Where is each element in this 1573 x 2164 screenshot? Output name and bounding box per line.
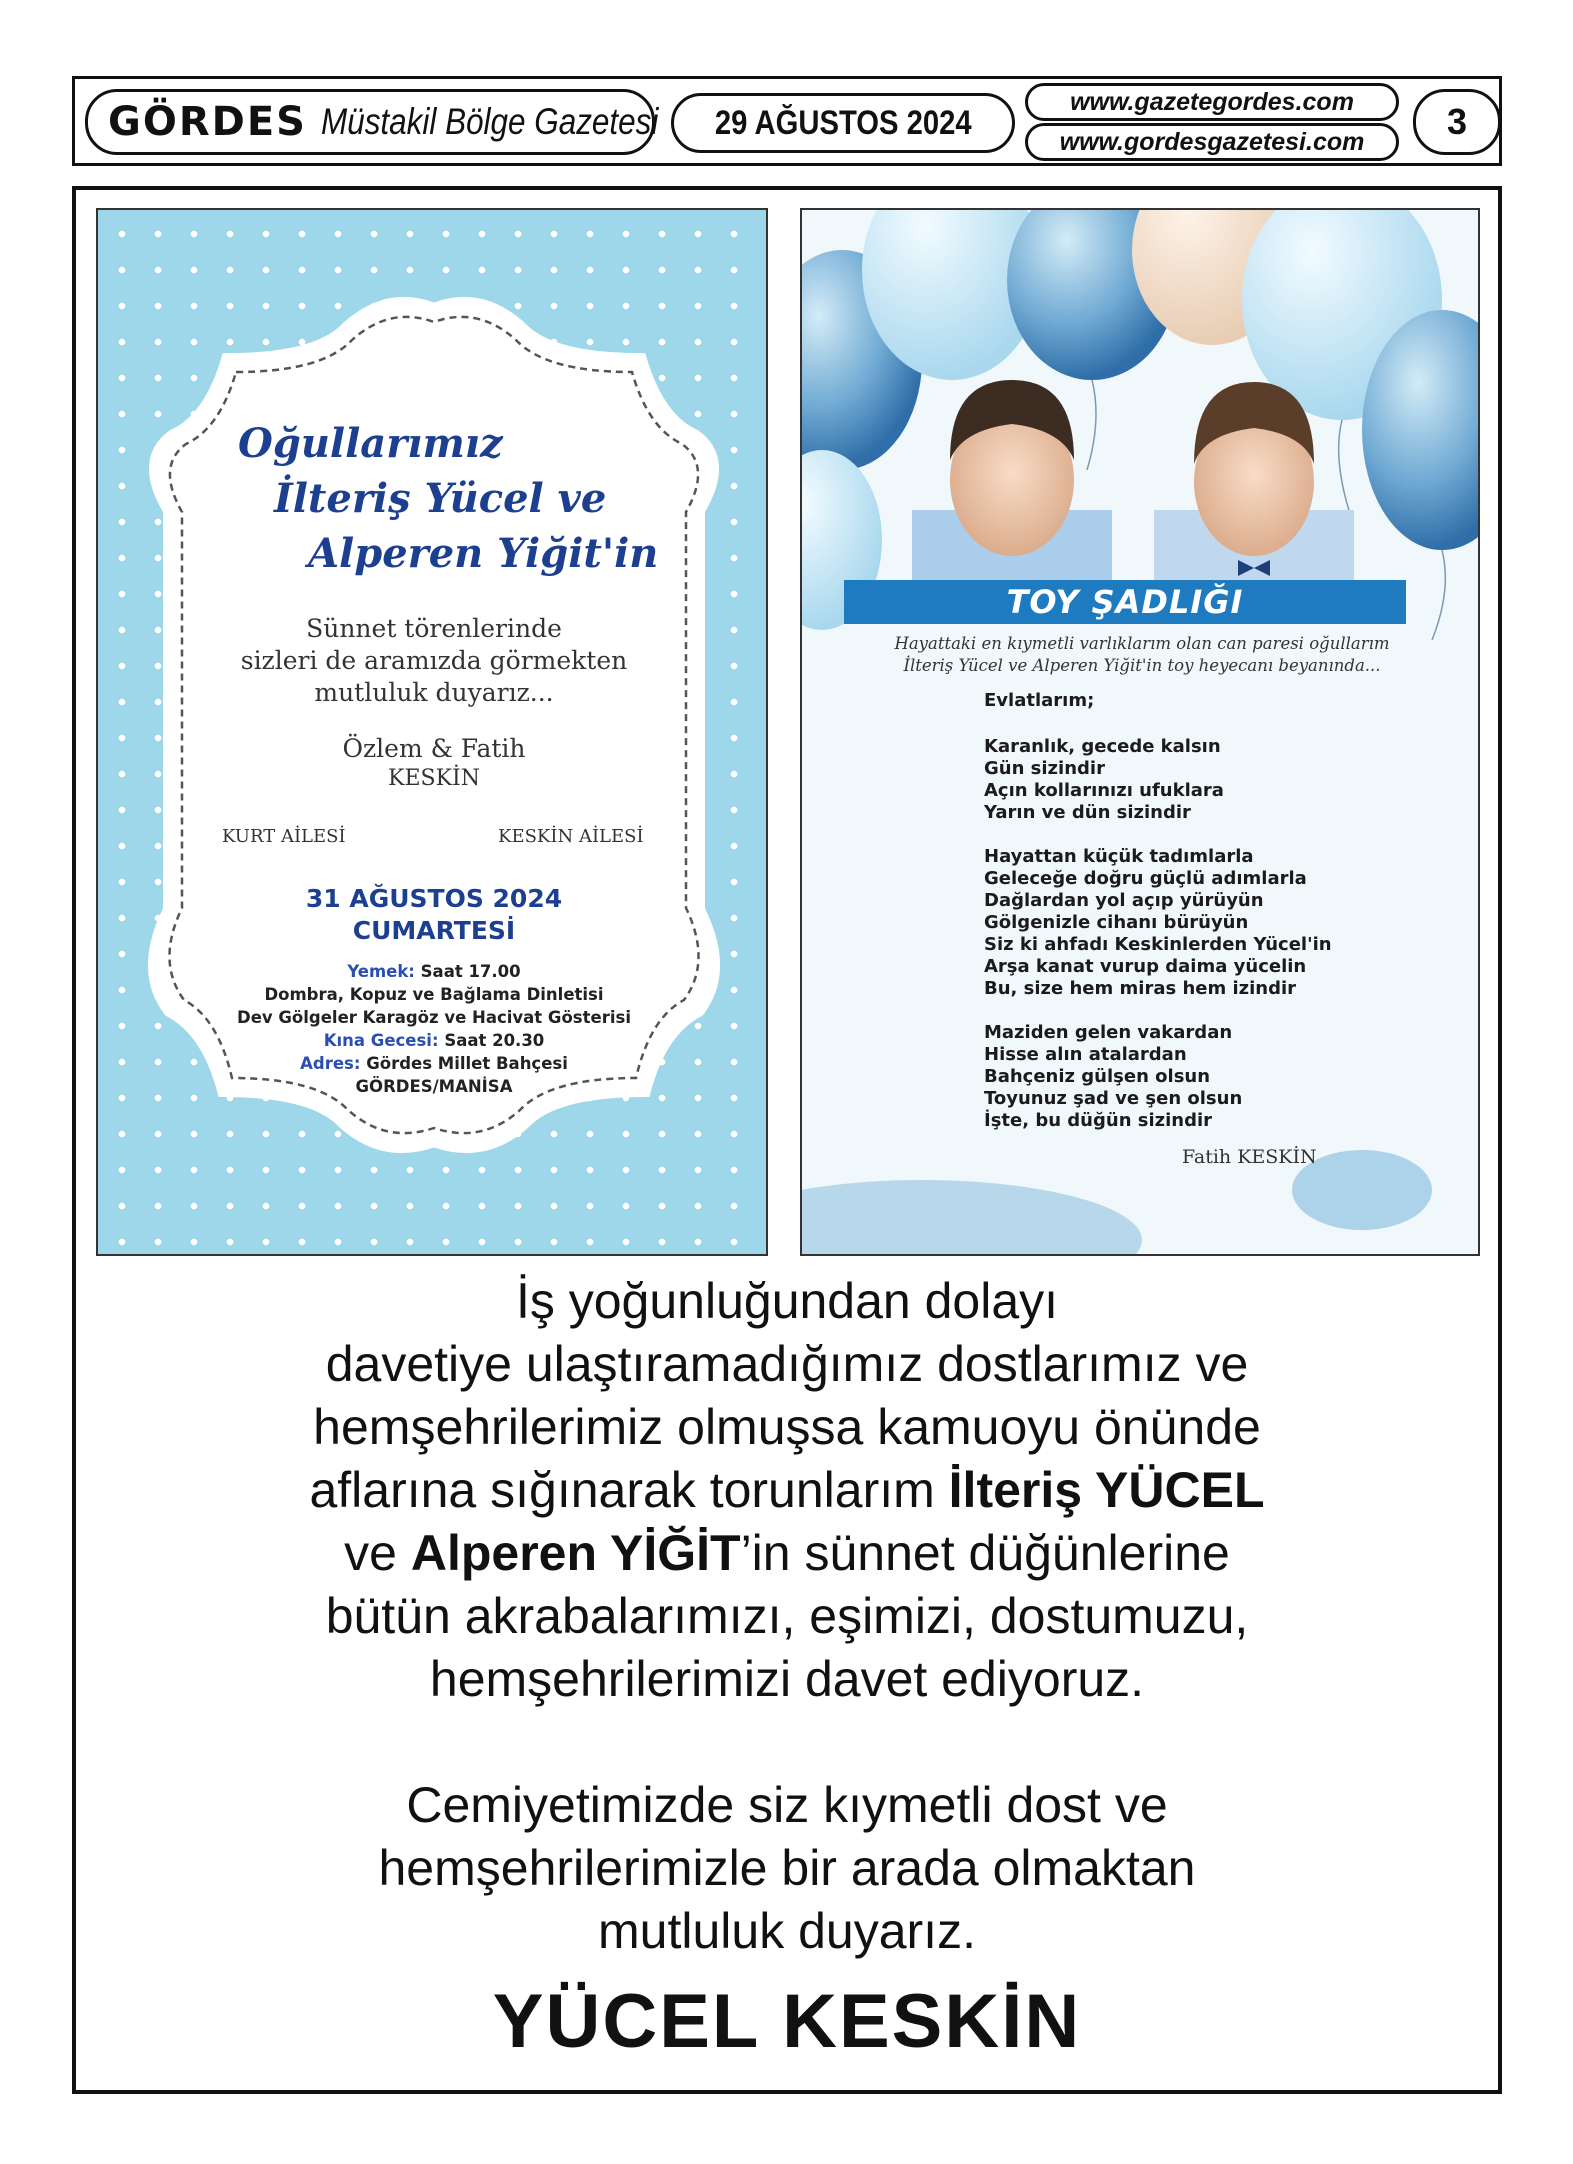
poem-line: İşte, bu düğün sizindir (984, 1110, 1213, 1131)
message-line10: mutluluk duyarız. (598, 1903, 976, 1959)
banner-text: TOY ŞADLIĞI (1006, 583, 1244, 621)
website-link-2[interactable]: www.gordesgazetesi.com (1025, 123, 1399, 161)
issue-date-text: 29 AĞUSTOS 2024 (714, 103, 972, 142)
toy-sadligi-banner (844, 580, 1406, 624)
invite-title-line3: Alperen Yiğit'in (308, 530, 659, 577)
meal-info (98, 962, 768, 981)
meal-label: Yemek: (347, 962, 415, 981)
poem-line: Hisse alın atalardan (984, 1044, 1187, 1065)
message-line5 (80, 1524, 1494, 1582)
poem-line: Evlatlarım; (984, 690, 1095, 711)
poem-line: Yarın ve dün sizindir (984, 802, 1191, 823)
message-line4-text: aflarına sığınarak torunlarım (309, 1462, 949, 1518)
message-line5-pre: ve (344, 1525, 411, 1581)
poem-line: Gün sizindir (984, 758, 1105, 779)
poem-line: Maziden gelen vakardan (984, 1022, 1233, 1043)
invite-parents: Özlem & Fatih (342, 734, 526, 763)
event-date: 31 AĞUSTOS 2024 (305, 884, 563, 913)
poem-line: Gölgenizle cihanı bürüyün (984, 912, 1249, 933)
grandson-name-1: İlteriş YÜCEL (948, 1462, 1265, 1518)
kina-time: Saat 20.30 (444, 1031, 545, 1050)
poem-line: Bu, size hem miras hem izindir (984, 978, 1297, 999)
poem-line: Toyunuz şad ve şen olsun (984, 1088, 1243, 1109)
show-info: Dev Gölgeler Karagöz ve Hacivat Gösterisi (237, 1008, 631, 1027)
family-right: KESKİN AİLESİ (498, 826, 644, 847)
kina-info (98, 1031, 768, 1050)
message-line6: bütün akrabalarımızı, eşimizi, dostumuzu, (325, 1588, 1249, 1644)
message-line8: Cemiyetimizde siz kıymetli dost ve (406, 1777, 1168, 1833)
poem-signature: Fatih KESKİN (1182, 1146, 1317, 1168)
meal-time: Saat 17.00 (420, 962, 521, 981)
card-frame-ornament (98, 210, 768, 1256)
music-info: Dombra, Kopuz ve Bağlama Dinletisi (264, 985, 604, 1004)
event-day: CUMARTESİ (352, 916, 516, 945)
brand-subtitle: Müstakil Bölge Gazetesi (320, 101, 659, 142)
invite-body-line1: Sünnet törenlerinde (306, 614, 562, 643)
brand-name: GÖRDES (108, 99, 307, 145)
family-left: KURT AİLESİ (222, 826, 346, 847)
website-link-1[interactable]: www.gazetegordes.com (1025, 83, 1399, 121)
message-line3: hemşehrilerimiz olmuşsa kamuoyu önünde (313, 1399, 1261, 1455)
newspaper-header (72, 76, 1502, 166)
invite-parents-surname: KESKİN (388, 766, 480, 791)
city-info: GÖRDES/MANİSA (355, 1077, 513, 1096)
page-number: 3 (1413, 89, 1501, 155)
issue-date (671, 93, 1015, 153)
invite-title-line1: Oğullarımız (238, 420, 503, 467)
address-value: Gördes Millet Bahçesi (366, 1054, 568, 1073)
poem-line: Hayattan küçük tadımlarla (984, 846, 1254, 867)
message-line2: davetiye ulaştıramadığımız dostlarımız ve (325, 1336, 1249, 1392)
invite-body-line2: sizleri de aramızda görmekten (240, 646, 628, 675)
poem-line: Arşa kanat vurup daima yücelin (984, 956, 1307, 977)
poem-line: Dağlardan yol açıp yürüyün (984, 890, 1264, 911)
invite-body-line3: mutluluk duyarız... (314, 678, 554, 707)
message-line5-post: ’in sünnet düğünlerine (740, 1525, 1230, 1581)
poem-panel (800, 208, 1480, 1256)
address-info (98, 1054, 768, 1073)
message-line4 (80, 1461, 1494, 1519)
poem-intro-line2: İlteriş Yücel ve Alperen Yiğit'in toy heyecanı beyanında... (903, 656, 1381, 675)
poem-line: Açın kollarınızı ufuklara (984, 780, 1224, 801)
poem-line: Siz ki ahfadı Keskinlerden Yücel'in (984, 934, 1332, 955)
grandson-name-2: Alperen YİĞİT (410, 1525, 741, 1581)
signature-name: YÜCEL KESKİN (492, 1979, 1082, 2064)
message-line7: hemşehrilerimizi davet ediyoruz. (429, 1651, 1145, 1707)
message-line9: hemşehrilerimizle bir arada olmaktan (378, 1840, 1196, 1896)
kina-label: Kına Gecesi: (323, 1031, 439, 1050)
poem-line: Geleceğe doğru güçlü adımlarla (984, 868, 1307, 889)
invite-title-line2: İlteriş Yücel ve (274, 475, 607, 522)
address-label: Adres: (300, 1054, 361, 1073)
poem-line: Bahçeniz gülşen olsun (984, 1066, 1211, 1087)
poem-intro-line1: Hayattaki en kıymetli varlıklarım olan can paresi oğullarım (894, 634, 1390, 653)
message-line1: İş yoğunluğundan dolayı (515, 1273, 1059, 1329)
invitation-card (96, 208, 768, 1256)
brand-pill (85, 89, 659, 155)
poem-line: Karanlık, gecede kalsın (984, 736, 1221, 757)
